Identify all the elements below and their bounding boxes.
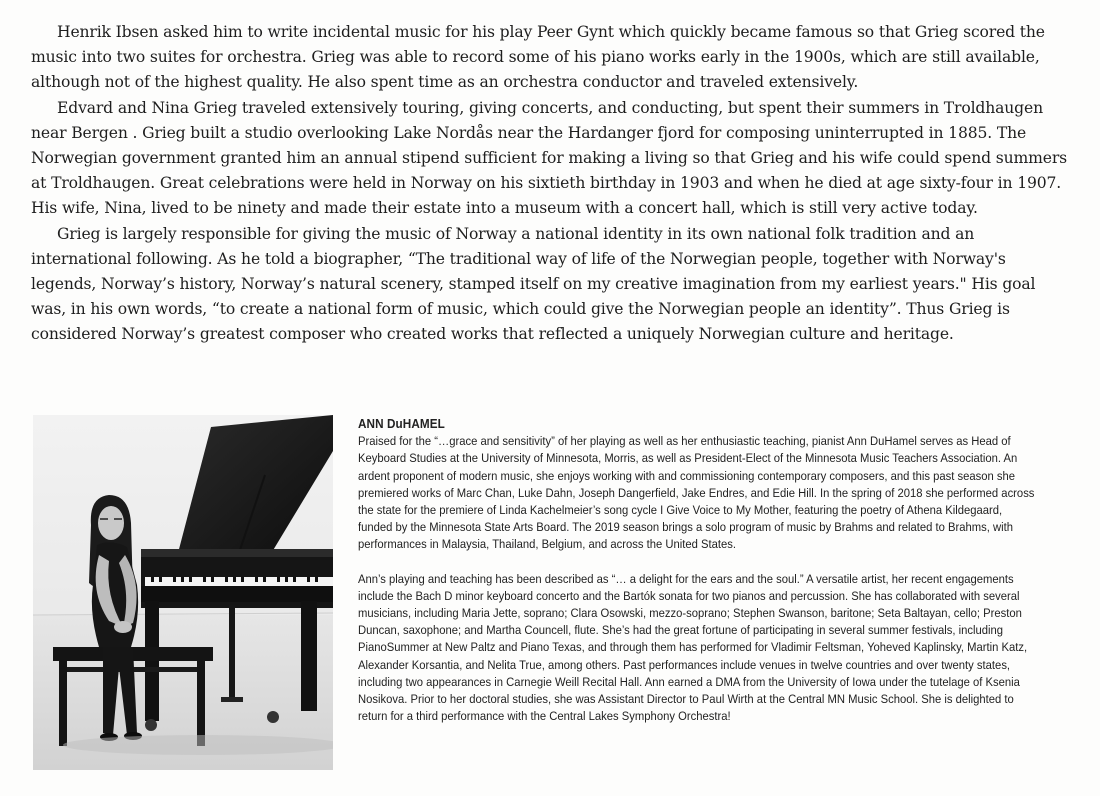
artist-name: ANN DuHAMEL [358, 417, 445, 431]
bio-paragraph: Praised for the “…grace and sensitivity” of her playing as well as her enthusiastic teaching, pianist Ann DuHamel serves as Head of Keyboard Studies at the University of Minnesota, Morris, as well as President-Elect of the Minnesota Music Teachers Association. An ardent proponent of modern music, she enjoys working with and commissioning contemporary composers, and this past season she premiered works of Marc Chan, Luke Dahn, Joseph Dangerfield, Jake Endres, and Edie Hill. In the spring of 2018 she performed across the state for the premiere of Linda Kachelmeier’s song cycle I Give Voice to My Mother, featuring the poetry of Athena Kildegaard, funded by the Minnesota State Arts Board. The 2019 season brings a solo program of music by Brahms and related to Brahms, with performances in Malaysia, Thailand, Belgium, and across the United States. [358, 434, 1035, 552]
article-paragraph: Henrik Ibsen asked him to write incidental music for his play Peer Gynt which quickly became famous so that Grieg scored the music into two suites for orchestra. Grieg was able to record some of his piano works early in the 1900s, which are still available, although not of the highest quality. He also spent time as an orchestra conductor and traveled extensively. [31, 23, 1045, 92]
article-paragraph: Grieg is largely responsible for giving the music of Norway a national identity in its own national folk tradition and an international following. As he told a biographer, “The traditional way of life of the Norwegian people, together with Norway's legends, Norway’s history, Norway’s natural scenery, stamped itself on my creative imagination from my earliest years." His goal was, in his own words, “to create a national form of music, which could give the Norwegian people an identity”. Thus Grieg is considered Norway’s greatest composer who created works that reflected a uniquely Norwegian culture and heritage. [31, 224, 1036, 344]
artist-bio [358, 416, 1035, 725]
pianist-at-piano-illustration [33, 415, 333, 770]
article-paragraph: Edvard and Nina Grieg traveled extensively touring, giving concerts, and conducting, but spent their summers in Troldhaugen near Bergen . Grieg built a studio overlooking Lake Nordås near the Hardanger fjord for composing uninterrupted in 1885. The Norwegian government granted him an annual stipend sufficient for making a living so that Grieg and his wife could spend summers at Troldhaugen. Great celebrations were held in Norway on his sixtieth birthday in 1903 and when he died at age sixty-four in 1907. His wife, Nina, lived to be ninety and made their estate into a museum with a concert hall, which is still very active today. [31, 98, 1067, 218]
pianist-photo [33, 415, 333, 770]
grieg-article [31, 20, 1071, 348]
bio-paragraph: Ann’s playing and teaching has been described as “… a delight for the ears and the soul.” A versatile artist, her recent engagements include the Bach D minor keyboard concerto and the Bartók sonata for two pianos and percussion. She has collaborated with several musicians, including Maria Jette, soprano; Clara Osowski, mezzo-soprano; Stephen Swanson, baritone; Seta Baltayan, cello; Preston Duncan, saxophone; and Martha Councell, flute. She’s had the great fortune of participating in several summer festivals, including PianoSummer at New Paltz and Piano Texas, and through them has performed for Vladimir Feltsman, Yoheved Kaplinsky, Martin Katz, Alexander Korsantia, and Nelita True, among others. Past performances include venues in twelve countries and over twenty states, including two appearances in Carnegie Weill Recital Hall. Ann earned a DMA from the University of Iowa under the tutelage of Ksenia Nosikova. Prior to her doctoral studies, she was Assistant Director to Paul Wirth at the Central MN Music School. She is delighted to return for a third performance with the Central Lakes Symphony Orchestra! [358, 571, 1028, 724]
